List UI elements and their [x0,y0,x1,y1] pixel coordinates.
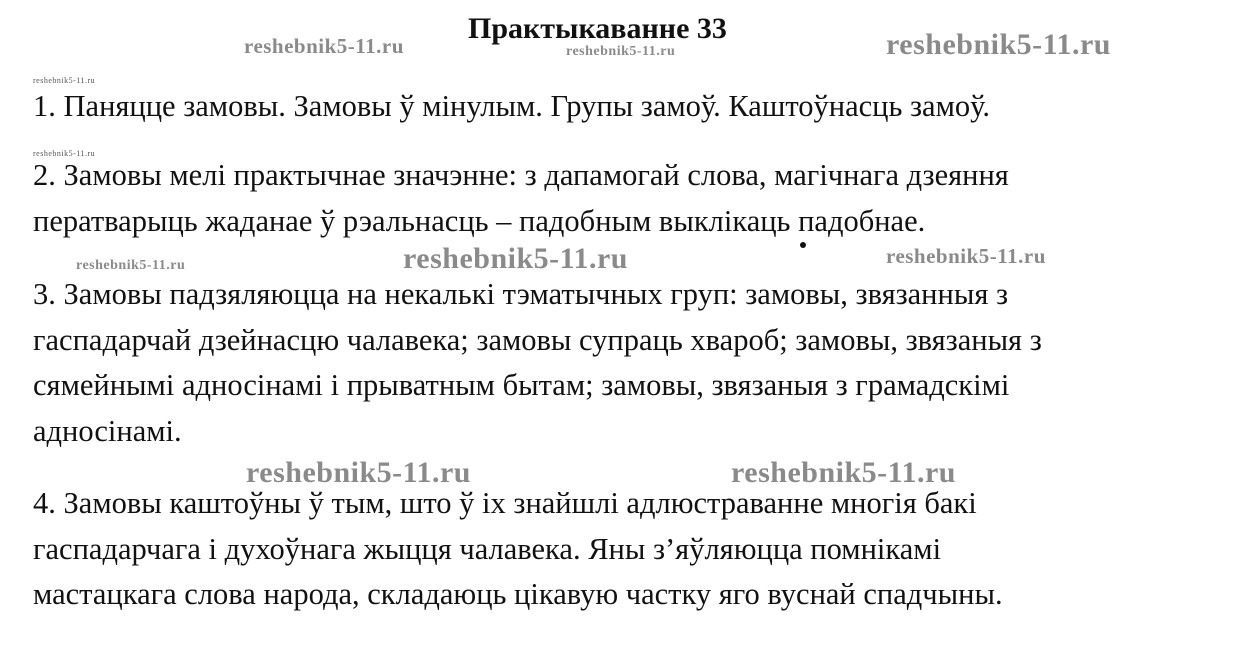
watermark-text: reshebnik5-11.ru [403,242,628,275]
paragraph-line: гаспадарчай дзейнасцю чалавека; замовы супраць хвароб; замовы, звязаныя з [33,322,1042,357]
paragraph-line: сямейнымі адносінамі і прыватным бытам; замовы, звязаныя з грамадскімі [33,368,1010,402]
watermark-text: reshebnik5-11.ru [246,456,471,489]
page-title: Практыкаванне 33 [468,12,727,45]
watermark-text: reshebnik5-11.ru [33,149,96,158]
watermark-text: reshebnik5-11.ru [76,258,186,273]
watermark-text: reshebnik5-11.ru [731,456,956,489]
watermark-text: reshebnik5-11.ru [886,244,1046,268]
watermark-text: reshebnik5-11.ru [244,34,404,58]
watermark-text: reshebnik5-11.ru [886,28,1111,61]
watermark-text: reshebnik5-11.ru [566,44,676,59]
answer-paragraph-2 [33,153,1009,244]
answer-paragraph-3 [33,272,1042,454]
paragraph-line: мастацкага слова народа, складаюць цікавую частку яго вуснай спадчыны. [33,577,1003,611]
paragraph-line: ператварыць жаданае ў рэальнасць – падобным выклікаць падобнае. [33,203,926,238]
paragraph-line: гаспадарчага і духоўнага жыцця чалавека. Яны з’яўляюцца помнікамі [33,531,942,566]
paragraph-line: 1. Паняцце замовы. Замовы ў мінулым. Групы замоў. Каштоўнасць замоў. [33,89,990,123]
paragraph-line: адносінамі. [33,413,182,448]
paragraph-line: 3. Замовы падзяляюцца на некалькі тэматычных груп: замовы, звязанныя з [33,277,1009,311]
paragraph-line: 2. Замовы мелі практычнае значэнне: з дапамогай слова, магічнага дзеяння [33,158,1009,192]
answer-paragraph-1 [33,84,990,130]
watermark-text: reshebnik5-11.ru [33,76,96,85]
answer-paragraph-4 [33,481,1003,618]
paragraph-line: 4. Замовы каштоўны ў тым, што ў іх знайшлі адлюстраванне многія бакі [33,486,977,520]
